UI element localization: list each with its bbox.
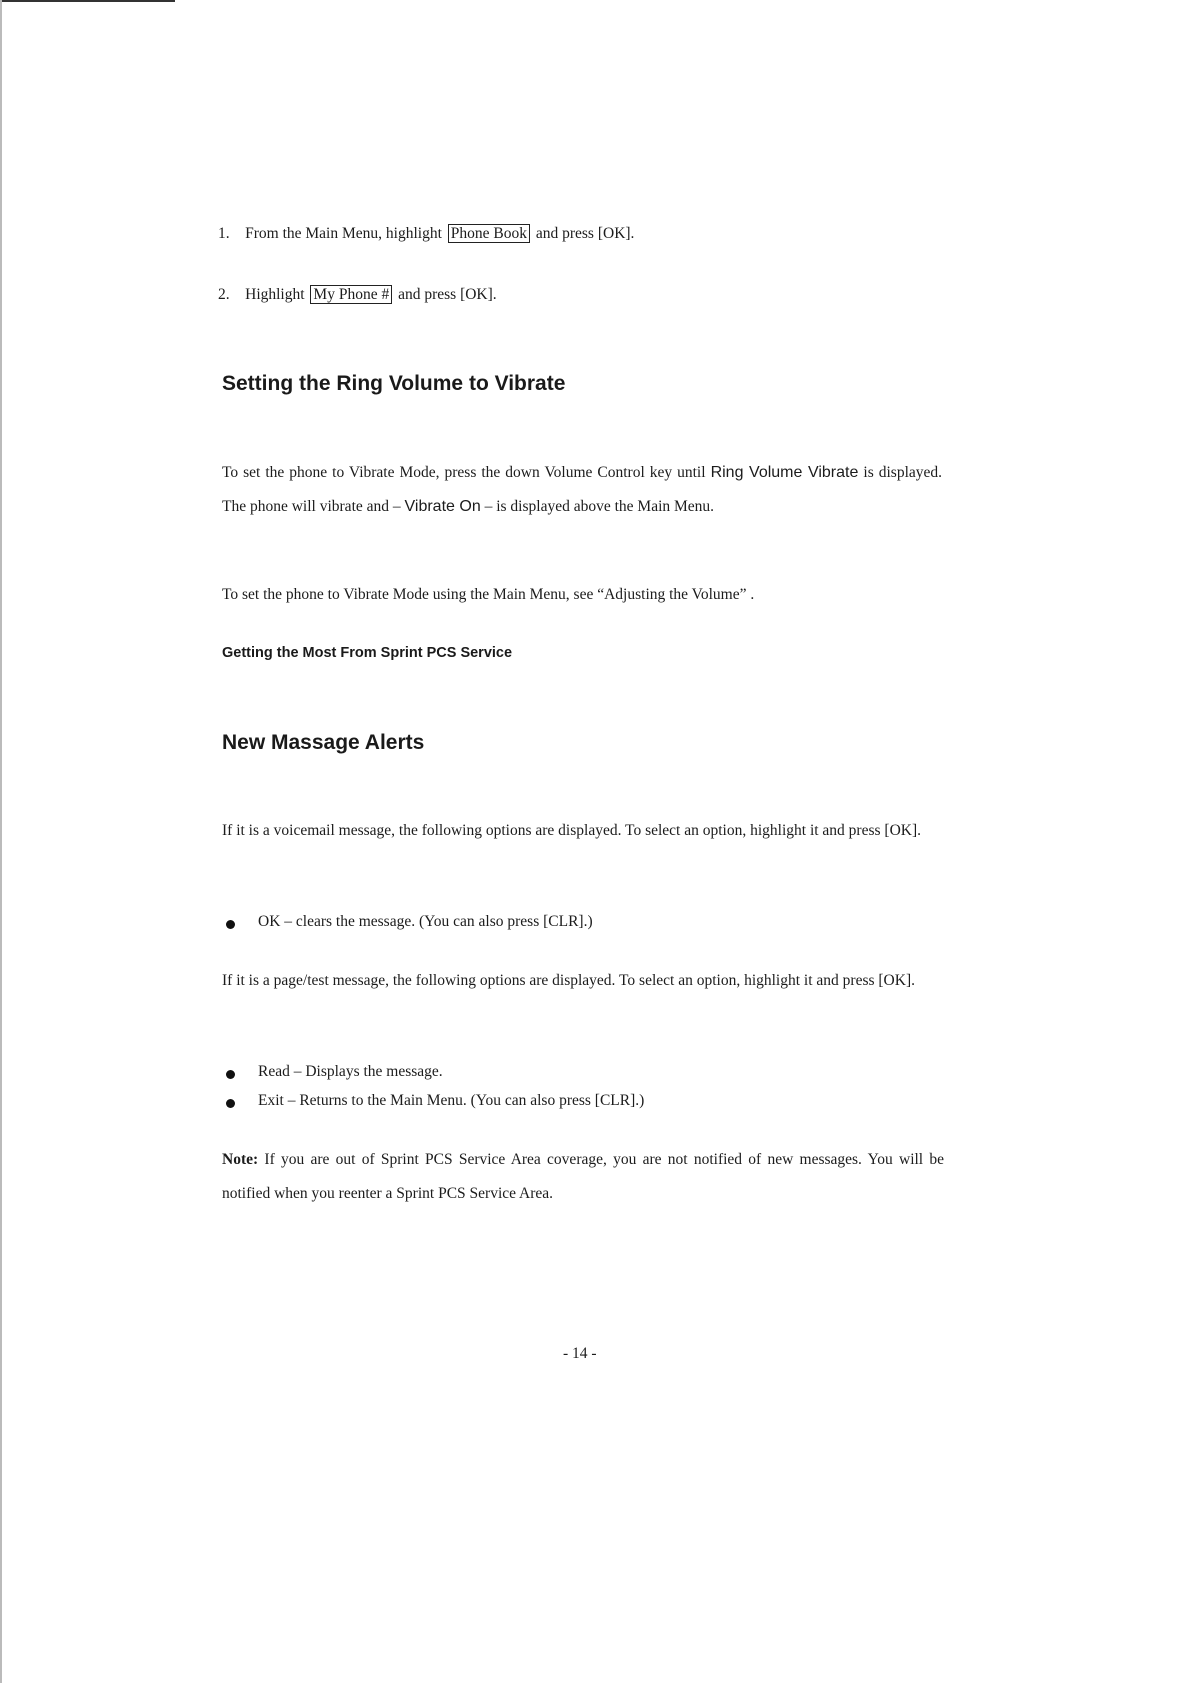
scan-edge-top (0, 0, 175, 2)
step-1 (218, 225, 634, 243)
bullet-exit: Exit – Returns to the Main Menu. (You can also press [CLR].) (258, 1092, 645, 1109)
step-2-text: Highlight (245, 286, 305, 303)
ring-volume-vibrate-term: Ring Volume Vibrate (710, 464, 859, 481)
scan-edge-left (0, 0, 2, 1683)
bullet-dot-icon (226, 1070, 235, 1079)
note-label: Note: (222, 1151, 259, 1168)
vibrate-para1-part3: – is displayed above the Main Menu. (484, 498, 715, 515)
step-2-text-after: and press [OK]. (398, 286, 497, 303)
coverage-note (222, 1143, 944, 1211)
bullet-read: Read – Displays the message. (258, 1063, 443, 1080)
step-2-number: 2. (218, 286, 230, 303)
vibrate-section-heading: Setting the Ring Volume to Vibrate (222, 372, 566, 395)
vibrate-on-term: Vibrate On (404, 498, 481, 515)
page-number: - 14 - (563, 1345, 597, 1362)
step-2 (218, 286, 497, 304)
step-1-text: From the Main Menu, highlight (245, 225, 442, 242)
bullet-dot-icon (226, 1099, 235, 1108)
bullet-ok: OK – clears the message. (You can also press [CLR].) (258, 913, 593, 930)
voicemail-paragraph: If it is a voicemail message, the following options are displayed. To select an option, highlight it and press [OK]. (222, 822, 921, 839)
phone-book-menu-item: Phone Book (448, 224, 530, 243)
bullet-dot-icon (226, 920, 235, 929)
sprint-pcs-subheading: Getting the Most From Sprint PCS Service (222, 645, 513, 661)
step-1-text-after: and press [OK]. (535, 225, 635, 242)
vibrate-para1-part2: is displayed. The phone will vibrate and – (222, 464, 943, 515)
vibrate-para1-part1: To set the phone to Vibrate Mode, press the down Volume Control key until (222, 464, 706, 481)
my-phone-menu-item: My Phone # (310, 285, 392, 304)
vibrate-paragraph-2: To set the phone to Vibrate Mode using the Main Menu, see “Adjusting the Volume” . (222, 586, 755, 603)
alerts-section-heading: New Massage Alerts (222, 731, 425, 754)
step-1-number: 1. (218, 225, 230, 242)
vibrate-paragraph-1 (222, 456, 942, 524)
page-message-paragraph: If it is a page/test message, the following options are displayed. To select an option, highlight it and press [OK]. (222, 972, 915, 989)
note-text: If you are out of Sprint PCS Service Area coverage, you are not notified of new messages. You will be notified when you reenter a Sprint PCS Service Area. (222, 1151, 944, 1202)
